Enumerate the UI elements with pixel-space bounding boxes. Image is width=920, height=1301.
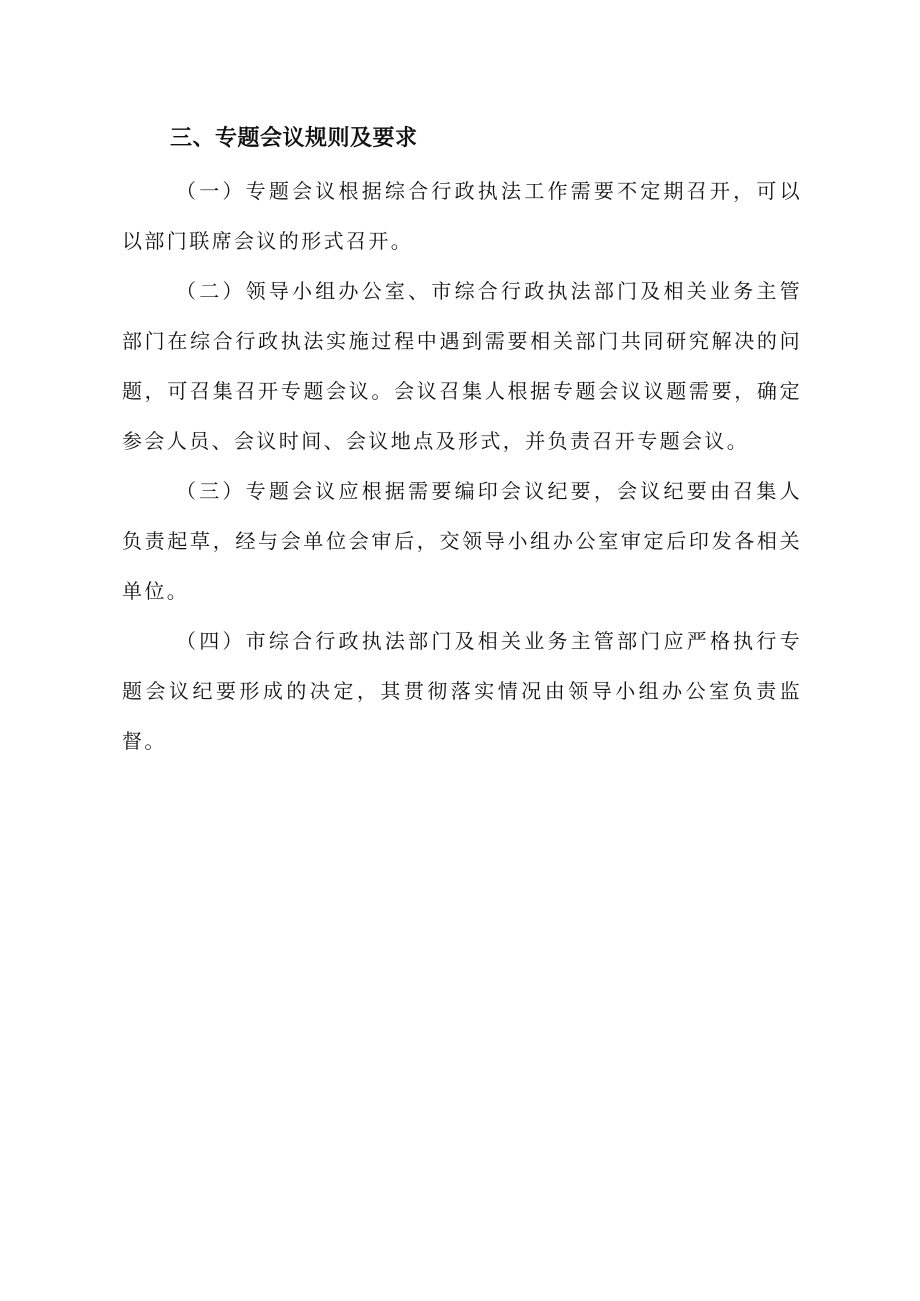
paragraph-2: （二）领导小组办公室、市综合行政执法部门及相关业务主管部门在综合行政执法实施过程中遇到需要相关部门共同研究解决的问题，可召集召开专题会议。会议召集人根据专题会议议题需要，确定参会人员、会议时间、会议地点及形式，并负责召开专题会议。 (122, 279, 802, 453)
paragraph-3: （三）专题会议应根据需要编印会议纪要，会议纪要由召集人负责起草，经与会单位会审后，交领导小组办公室审定后印发各相关单位。 (122, 479, 802, 603)
section-heading: 三、专题会议规则及要求 (170, 126, 418, 151)
paragraph-4: （四）市综合行政执法部门及相关业务主管部门应严格执行专题会议纪要形成的决定，其贯彻落实情况由领导小组办公室负责监督。 (122, 629, 802, 753)
document-body (122, 112, 802, 766)
paragraph-1: （一）专题会议根据综合行政执法工作需要不定期召开，可以以部门联席会议的形式召开。 (122, 179, 802, 253)
